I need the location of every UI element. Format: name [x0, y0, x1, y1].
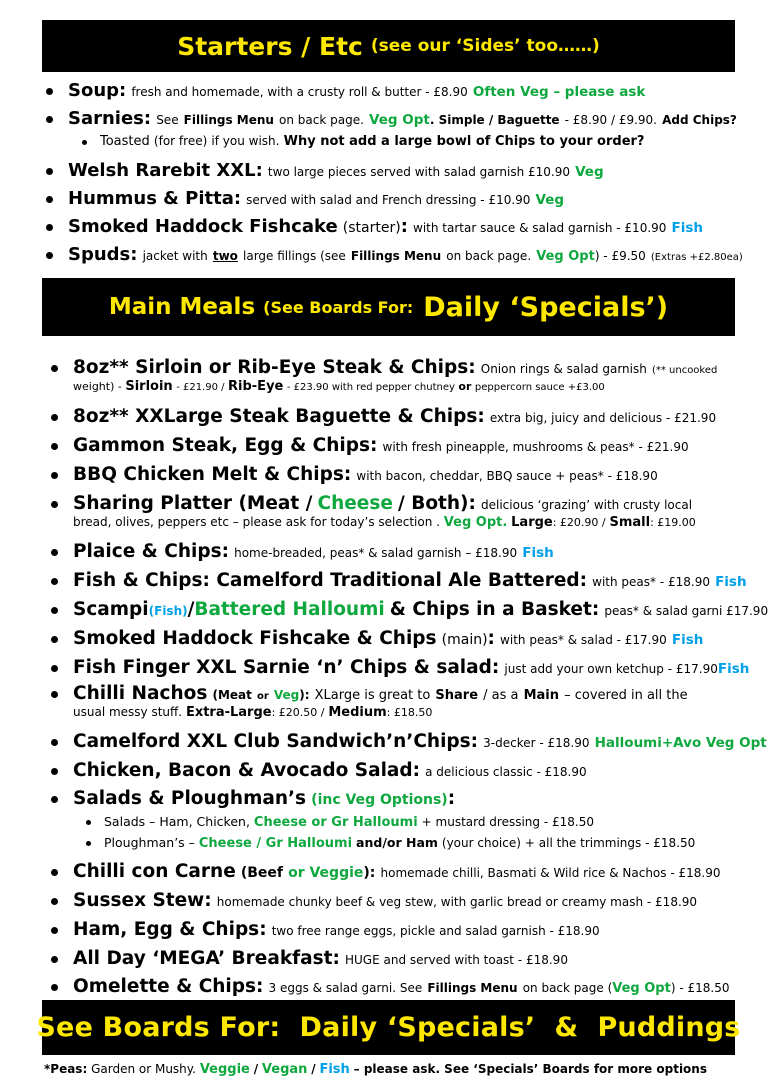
bullet-icon	[51, 549, 58, 556]
bullet-icon	[51, 365, 58, 372]
item-name: Scampi	[73, 599, 149, 620]
list-item	[104, 814, 772, 831]
item-name: Cheese	[317, 493, 393, 514]
item-price: + mustard dressing - £18.50	[421, 815, 594, 829]
item-price: : £20.50 /	[271, 706, 325, 720]
list-item	[73, 889, 772, 912]
mains-specials: Daily ‘Specials’)	[423, 291, 669, 323]
item-name: Smoked Haddock Fishcake	[68, 216, 338, 237]
item-desc: home-breaded, peas* & salad garnish – £18.90	[234, 546, 518, 560]
item-desc: Rib-Eye	[228, 379, 284, 395]
item-desc: (starter)	[342, 220, 401, 236]
list-item	[73, 730, 772, 753]
item-desc: Main	[523, 688, 560, 703]
item-desc: Small	[609, 515, 651, 531]
item-desc: Share	[435, 688, 479, 703]
list-item	[100, 134, 772, 150]
item-price: + all the trimmings - £18.50	[524, 836, 696, 850]
item-extras: (Extras +£2.80ea)	[650, 252, 743, 263]
veg-tag: Veg Opt	[536, 249, 595, 264]
bullet-icon	[46, 168, 53, 175]
bullet-icon	[46, 116, 53, 123]
bullet-icon	[51, 927, 58, 934]
footnote-text: Garden or Mushy.	[91, 1062, 196, 1076]
item-name: Chilli con Carne	[73, 861, 236, 882]
list-item	[68, 108, 772, 131]
veg-tag: Veg Opt	[369, 112, 430, 128]
item-desc: usual messy stuff.	[73, 705, 183, 720]
fillings-menu-ref: Fillings Menu	[183, 113, 274, 127]
item-desc: on back page.	[446, 249, 532, 263]
item-desc: weight) -	[73, 380, 122, 394]
item-name: Omelette & Chips:	[73, 976, 264, 997]
item-desc: extra big, juicy and delicious - £21.90	[489, 411, 717, 425]
item-desc: on back page.	[279, 113, 364, 127]
item-name: Fish & Chips: Camelford Traditional Ale Battered:	[73, 570, 588, 591]
item-desc: Onion rings & salad garnish	[480, 362, 647, 376]
item-price: - £23.90 with red pepper chutney	[286, 382, 455, 394]
starters-banner	[42, 20, 735, 72]
item-name: :	[400, 216, 408, 237]
bullet-icon	[82, 140, 87, 145]
item-desc: Toasted	[100, 134, 150, 149]
list-item	[73, 598, 772, 621]
veg-tag: Halloumi+Avo Veg Opt	[594, 735, 767, 751]
list-item	[73, 627, 772, 650]
bullet-icon	[51, 501, 58, 508]
item-desc: with peas* - £18.90	[592, 575, 710, 589]
bullet-icon	[46, 88, 53, 95]
item-desc: with tartar sauce & salad garnish - £10.90	[413, 221, 667, 235]
bullet-icon	[46, 224, 53, 231]
item-desc: a delicious classic - £18.90	[425, 765, 587, 779]
fish-tag: (Fish)	[148, 604, 188, 618]
item-desc: bread, olives, peppers etc – please ask for today’s selection .	[73, 515, 440, 530]
item-desc: See	[156, 113, 179, 127]
item-desc: HUGE and served with toast - £18.90	[345, 953, 568, 967]
footer-note	[44, 1062, 707, 1077]
specials-banner	[36, 1000, 741, 1055]
veg-tag: Veg Opt	[612, 981, 671, 996]
specials-text: See Boards For: Daily ‘Specials’ & Puddings	[36, 1012, 741, 1043]
bullet-icon	[46, 252, 53, 259]
item-name: 8oz** Sirloin or Rib-Eye Steak & Chips:	[73, 357, 476, 378]
item-desc: . Simple / Baguette	[429, 113, 560, 127]
list-item	[68, 80, 772, 103]
item-desc: peas* & salad garni £17.90	[604, 604, 769, 618]
footnote-text: /	[253, 1062, 259, 1076]
item-name: Soup:	[68, 80, 127, 101]
item-desc: Large	[511, 515, 553, 531]
list-item	[73, 492, 772, 531]
item-name: /	[187, 599, 195, 620]
item-name: Welsh Rarebit XXL:	[68, 160, 263, 181]
list-item	[68, 188, 772, 211]
item-desc: ):	[363, 865, 376, 881]
item-price: : £18.50	[386, 706, 433, 720]
item-desc: Ploughman’s –	[104, 835, 195, 850]
starters-title: Starters / Etc	[177, 31, 363, 61]
item-name: Gammon Steak, Egg & Chips:	[73, 435, 378, 456]
item-name: :	[487, 628, 495, 649]
item-desc: or	[458, 380, 472, 394]
item-price: : £20.90 /	[552, 516, 606, 530]
item-desc: two large pieces served with salad garnish £10.90	[267, 165, 570, 179]
vegan-tag: Vegan	[261, 1062, 308, 1077]
fillings-menu-ref: Fillings Menu	[427, 981, 518, 995]
item-desc: two	[212, 249, 238, 263]
item-price: : £19.00	[650, 516, 696, 530]
item-name: Salads & Ploughman’s	[73, 788, 307, 809]
item-name: Camelford XXL Club Sandwich’n’Chips:	[73, 731, 479, 752]
bullet-icon	[51, 636, 58, 643]
item-name: Ham, Egg & Chips:	[73, 919, 267, 940]
bullet-icon	[46, 196, 53, 203]
item-desc: and/or Ham	[356, 835, 438, 850]
item-desc: ):	[299, 688, 310, 702]
bullet-icon	[51, 796, 58, 803]
item-desc: Add Chips?	[662, 113, 737, 127]
starters-subtitle: (see our ‘Sides’ too……)	[370, 36, 600, 56]
item-name: Plaice & Chips:	[73, 541, 229, 562]
item-desc: or	[256, 691, 269, 702]
footnote-marker: *Peas:	[44, 1062, 88, 1076]
bullet-icon	[86, 820, 91, 825]
item-desc: with bacon, cheddar, BBQ sauce + peas* - £18.90	[356, 469, 658, 483]
fish-tag: Fish	[671, 632, 704, 648]
bullet-icon	[51, 578, 58, 585]
bullet-icon	[51, 443, 58, 450]
item-desc: delicious ‘grazing’ with crusty local	[481, 498, 693, 512]
item-desc: large fillings (see	[243, 249, 346, 263]
mains-subtitle: (See Boards For:	[263, 297, 414, 317]
item-name: Chicken, Bacon & Avocado Salad:	[73, 760, 421, 781]
veg-tag: Veg	[535, 192, 565, 208]
item-desc: homemade chunky beef & veg stew, with garlic bread or creamy mash - £18.90	[216, 895, 698, 909]
item-name: :	[447, 788, 456, 809]
item-name: Sarnies:	[68, 108, 152, 129]
item-desc: 3 eggs & salad garni. See	[268, 981, 423, 995]
item-price: - £8.90 / £9.90.	[564, 113, 657, 127]
item-name: Spuds:	[68, 244, 138, 265]
footnote-text: /	[311, 1062, 316, 1076]
list-item	[73, 682, 772, 721]
item-desc: Why not add a large bowl of Chips to your order?	[283, 134, 645, 149]
item-desc: jacket with	[142, 249, 208, 263]
fillings-menu-ref: Fillings Menu	[350, 249, 442, 263]
list-item	[73, 463, 772, 486]
fish-tag: Fish	[522, 545, 554, 561]
fish-tag: Fish	[671, 220, 704, 236]
veg-tag: Veg	[273, 688, 300, 702]
list-item	[73, 947, 772, 970]
list-item	[104, 835, 772, 852]
item-name: Smoked Haddock Fishcake & Chips	[73, 628, 437, 649]
item-name: Hummus & Pitta:	[68, 188, 242, 209]
item-desc: (Beef	[240, 865, 283, 881]
veg-tag: Often Veg – please ask	[472, 84, 646, 100]
item-desc: Medium	[328, 705, 387, 721]
bullet-icon	[51, 414, 58, 421]
list-item	[73, 356, 772, 395]
list-item	[73, 918, 772, 941]
item-desc: if you wish.	[211, 134, 280, 148]
bullet-icon	[51, 691, 58, 698]
item-desc: / as a	[483, 688, 519, 703]
footnote-text: – please ask. See ‘Specials’ Boards for more options	[353, 1062, 707, 1076]
fish-tag: Fish	[717, 661, 750, 677]
item-desc: (your choice)	[441, 836, 521, 850]
item-desc: (** uncooked	[651, 365, 718, 376]
bullet-icon	[51, 739, 58, 746]
mains-banner	[42, 278, 735, 336]
list-item	[73, 540, 772, 563]
veg-tag: or Veggie	[288, 865, 364, 881]
bullet-icon	[51, 768, 58, 775]
item-desc: Extra-Large	[185, 705, 272, 721]
item-desc: – covered in all the	[564, 688, 688, 703]
item-desc: (main)	[441, 632, 488, 648]
mains-title: Main Meals	[108, 294, 256, 320]
item-name: Sussex Stew:	[73, 890, 212, 911]
bullet-icon	[51, 607, 58, 614]
item-name: 8oz** XXLarge Steak Baguette & Chips:	[73, 406, 485, 427]
list-item	[73, 759, 772, 782]
item-desc: XLarge is great to	[314, 688, 431, 703]
item-price: ) - £9.50	[594, 249, 646, 263]
list-item	[68, 244, 772, 267]
item-name: All Day ‘MEGA’ Breakfast:	[73, 948, 340, 969]
item-name: Fish Finger XXL Sarnie ‘n’ Chips & salad:	[73, 657, 500, 678]
item-desc: Sirloin	[125, 379, 173, 395]
item-name: BBQ Chicken Melt & Chips:	[73, 464, 352, 485]
item-price: - £21.90 /	[176, 382, 225, 394]
item-desc: fresh and homemade, with a crusty roll & butter - £8.90	[131, 85, 468, 99]
item-desc: just add your own ketchup - £17.90	[504, 662, 718, 676]
item-desc: 3-decker - £18.90	[483, 736, 590, 750]
item-name: & Chips in a Basket:	[389, 599, 600, 620]
list-item	[68, 216, 772, 239]
item-desc: (for free)	[153, 134, 208, 148]
veg-tag: Veggie	[199, 1062, 250, 1077]
fish-tag: Fish	[715, 574, 747, 590]
list-item	[73, 787, 772, 810]
veg-tag: (inc Veg Options)	[311, 792, 448, 808]
bullet-icon	[51, 956, 58, 963]
item-desc: (Meat	[212, 688, 252, 702]
fish-tag: Fish	[319, 1062, 350, 1077]
list-item	[73, 569, 772, 592]
item-name: Chilli Nachos	[73, 683, 208, 704]
list-item	[73, 656, 772, 679]
bullet-icon	[86, 841, 91, 846]
bullet-icon	[51, 984, 58, 991]
list-item	[73, 405, 772, 428]
bullet-icon	[51, 472, 58, 479]
item-desc: peppercorn sauce +£3.00	[474, 382, 605, 394]
item-desc: Salads – Ham, Chicken,	[104, 814, 250, 829]
item-desc: on back page (	[522, 981, 613, 995]
item-name: Sharing Platter (Meat /	[73, 493, 313, 514]
item-name: / Both):	[398, 493, 476, 514]
item-desc: with fresh pineapple, mushrooms & peas* - £21.90	[382, 440, 689, 454]
item-desc: homemade chilli, Basmati & Wild rice & Nachos - £18.90	[380, 866, 721, 880]
veg-tag: Cheese / Gr Halloumi	[198, 836, 353, 851]
item-desc: served with salad and French dressing - £10.90	[246, 193, 531, 207]
bullet-icon	[51, 869, 58, 876]
veg-tag: Veg	[575, 164, 604, 180]
item-desc: two free range eggs, pickle and salad garnish - £18.90	[271, 924, 600, 938]
item-price: ) - £18.50	[670, 981, 730, 995]
list-item	[73, 975, 772, 998]
bullet-icon	[51, 898, 58, 905]
veg-tag: Cheese or Gr Halloumi	[253, 815, 418, 830]
veg-tag: Veg Opt.	[443, 515, 508, 531]
bullet-icon	[51, 665, 58, 672]
list-item	[73, 860, 772, 883]
list-item	[68, 160, 772, 183]
item-name: Battered Halloumi	[194, 599, 385, 620]
list-item	[73, 434, 772, 457]
item-desc: with peas* & salad - £17.90	[500, 633, 667, 647]
